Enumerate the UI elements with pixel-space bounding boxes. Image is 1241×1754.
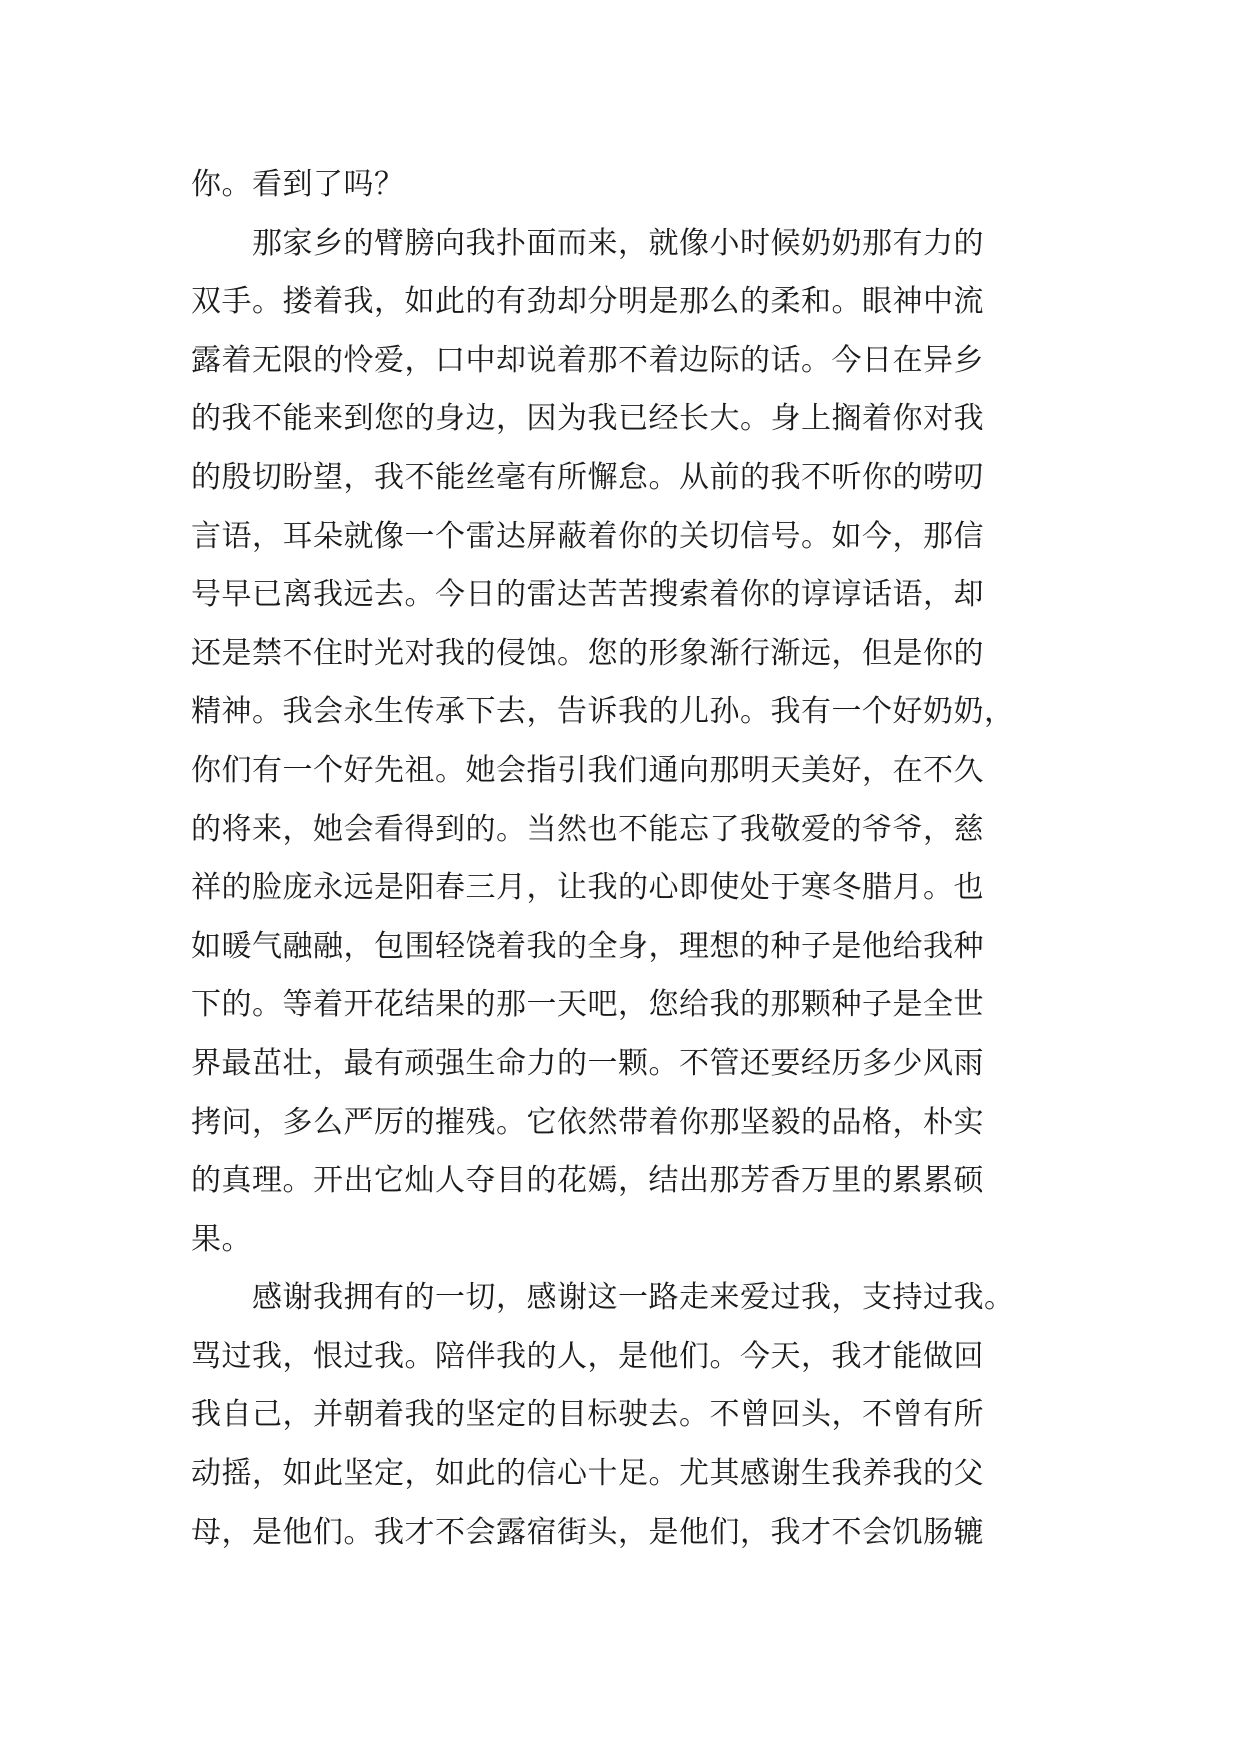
text-line: 祥的脸庞永远是阳春三月，让我的心即使处于寒冬腊月。也 <box>191 870 984 906</box>
text-line: 双手。搂着我，如此的有劲却分明是那么的柔和。眼神中流 <box>191 284 984 320</box>
text-line: 你。看到了吗？ <box>191 167 405 202</box>
text-line: 界最茁壮，最有顽强生命力的一颗。不管还要经历多少风雨 <box>191 1045 984 1081</box>
text-line: 母，是他们。我才不会露宿街头，是他们，我才不会饥肠辘 <box>191 1514 984 1550</box>
text-line: 精神。我会永生传承下去，告诉我的儿孙。我有一个好奶奶， <box>191 694 1015 730</box>
body-text <box>191 156 1051 1562</box>
text-line: 那家乡的臂膀向我扑面而来，就像小时候奶奶那有力的 <box>191 225 984 261</box>
text-line: 言语，耳朵就像一个雷达屏蔽着你的关切信号。如今，那信 <box>191 518 984 554</box>
text-line: 感谢我拥有的一切，感谢这一路走来爱过我，支持过我。 <box>191 1280 1015 1316</box>
text-line: 的我不能来到您的身边，因为我已经长大。身上搁着你对我 <box>191 401 984 437</box>
text-line: 如暖气融融，包围轻饶着我的全身，理想的种子是他给我种 <box>191 928 984 964</box>
text-line: 我自己，并朝着我的坚定的目标驶去。不曾回头，不曾有所 <box>191 1397 984 1433</box>
text-line: 的将来，她会看得到的。当然也不能忘了我敬爱的爷爷，慈 <box>191 811 984 847</box>
text-line: 下的。等着开花结果的那一天吧，您给我的那颗种子是全世 <box>191 987 984 1023</box>
text-line: 号早已离我远去。今日的雷达苦苦搜索着你的谆谆话语，却 <box>191 577 984 613</box>
text-line: 动摇，如此坚定，如此的信心十足。尤其感谢生我养我的父 <box>191 1456 984 1492</box>
text-line: 的真理。开出它灿人夺目的花嫣，结出那芳香万里的累累硕 <box>191 1163 984 1199</box>
text-line: 还是禁不住时光对我的侵蚀。您的形象渐行渐远，但是你的 <box>191 635 984 671</box>
text-line: 的殷切盼望，我不能丝毫有所懈怠。从前的我不听你的唠叨 <box>191 459 984 495</box>
text-line: 骂过我，恨过我。陪伴我的人，是他们。今天，我才能做回 <box>191 1338 984 1374</box>
text-line: 你们有一个好先祖。她会指引我们通向那明天美好，在不久 <box>191 752 984 788</box>
text-line: 果。 <box>191 1221 252 1257</box>
text-line: 露着无限的怜爱，口中却说着那不着边际的话。今日在异乡 <box>191 342 984 378</box>
text-line: 拷问，多么严厉的摧残。它依然带着你那坚毅的品格，朴实 <box>191 1104 984 1140</box>
